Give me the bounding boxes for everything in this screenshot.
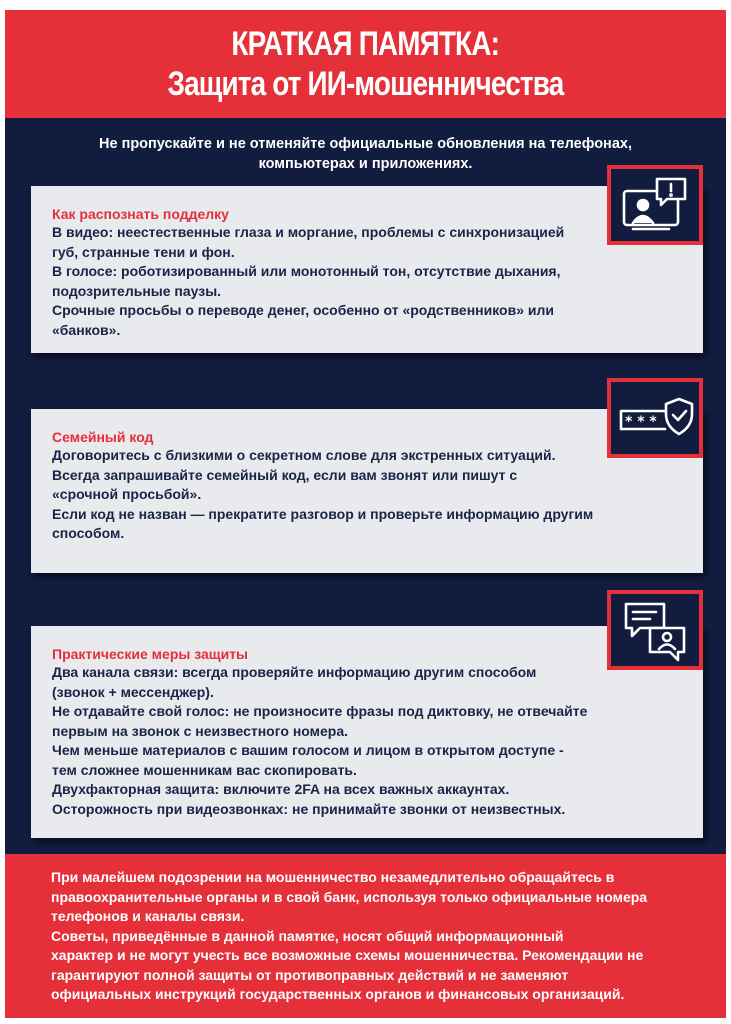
video-call-alert-icon	[607, 165, 703, 245]
section-line: способом.	[52, 525, 125, 541]
page-title-line2: Защита от ИИ-мошенничества	[167, 65, 564, 103]
section-line: первым на звонок с неизвестного номера.	[52, 722, 349, 739]
section-card-detect-fake	[31, 186, 703, 353]
section-line: Срочные просьбы о переводе денег, особенно от «родственников» или	[52, 302, 554, 318]
intro-line: Не пропускайте и не отменяйте официальные обновления на телефонах,	[99, 136, 632, 152]
section-line: Два канала связи: всегда проверяйте информацию другим способом	[52, 664, 537, 680]
header-banner	[5, 10, 726, 118]
footer-line: гарантируют полной защиты от противоправных действий и не заменяют	[51, 966, 569, 983]
section-line: «банков».	[52, 321, 121, 338]
footer-line: официальных инструкций государственных органов и финансовых организаций.	[51, 986, 625, 1002]
section-line: В видео: неестественные глаза и моргание, проблемы с синхронизацией	[52, 224, 565, 240]
section-title: Как распознать подделку	[52, 206, 229, 222]
section-line: Если код не назван — прекратите разговор и проверьте информацию другим	[52, 505, 594, 522]
section-line: подозрительные паузы.	[52, 282, 222, 299]
section-line: Договоритесь с близкими о секретном слове для экстренных ситуаций.	[52, 447, 556, 463]
intro-line: компьютерах и приложениях.	[258, 156, 473, 172]
section-card-protection-measures	[31, 626, 703, 838]
svg-text:* * *: * * *	[625, 414, 657, 430]
section-title: Практические меры защиты	[52, 646, 249, 662]
memo-page	[5, 10, 726, 1018]
footer-line: При малейшем подозрении на мошенничество незамедлительно обращайтесь в	[51, 869, 615, 885]
section-line: тем сложнее мошенникам вас скопировать.	[52, 761, 357, 778]
section-line: Двухфакторная защита: включите 2FA на всех важных аккаунтах.	[52, 781, 510, 797]
footer-line: Советы, приведённые в данной памятке, носят общий информационный	[51, 927, 564, 944]
section-line: губ, странные тени и фон.	[52, 243, 235, 260]
section-line: Чем меньше материалов с вашим голосом и лицом в открытом доступе -	[52, 742, 564, 758]
footer-line: характер и не могут учесть все возможные схемы мошенничества. Рекомендации не	[51, 947, 644, 963]
footer-banner	[5, 854, 726, 1018]
password-shield-icon	[607, 378, 703, 458]
section-line: Не отдавайте свой голос: не произносите фразы под диктовку, не отвечайте	[52, 703, 588, 719]
section-line: В голосе: роботизированный или монотонный тон, отсутствие дыхания,	[52, 263, 561, 279]
footer-line: телефонов и каналы связи.	[51, 908, 245, 924]
chat-user-icon	[607, 590, 703, 670]
section-line: «срочной просьбой».	[52, 486, 202, 502]
section-line: (звонок + мессенджер).	[52, 683, 214, 700]
page-title-line1: КРАТКАЯ ПАМЯТКА:	[231, 25, 500, 63]
footer-line: правоохранительные органы и в свой банк, используя только официальные номера	[51, 888, 648, 905]
section-title: Семейный код	[52, 429, 154, 445]
section-line: Осторожность при видеозвонках: не принимайте звонки от неизвестных.	[52, 800, 566, 817]
section-card-family-code	[31, 409, 703, 573]
section-line: Всегда запрашивайте семейный код, если вам звонят или пишут с	[52, 466, 518, 483]
